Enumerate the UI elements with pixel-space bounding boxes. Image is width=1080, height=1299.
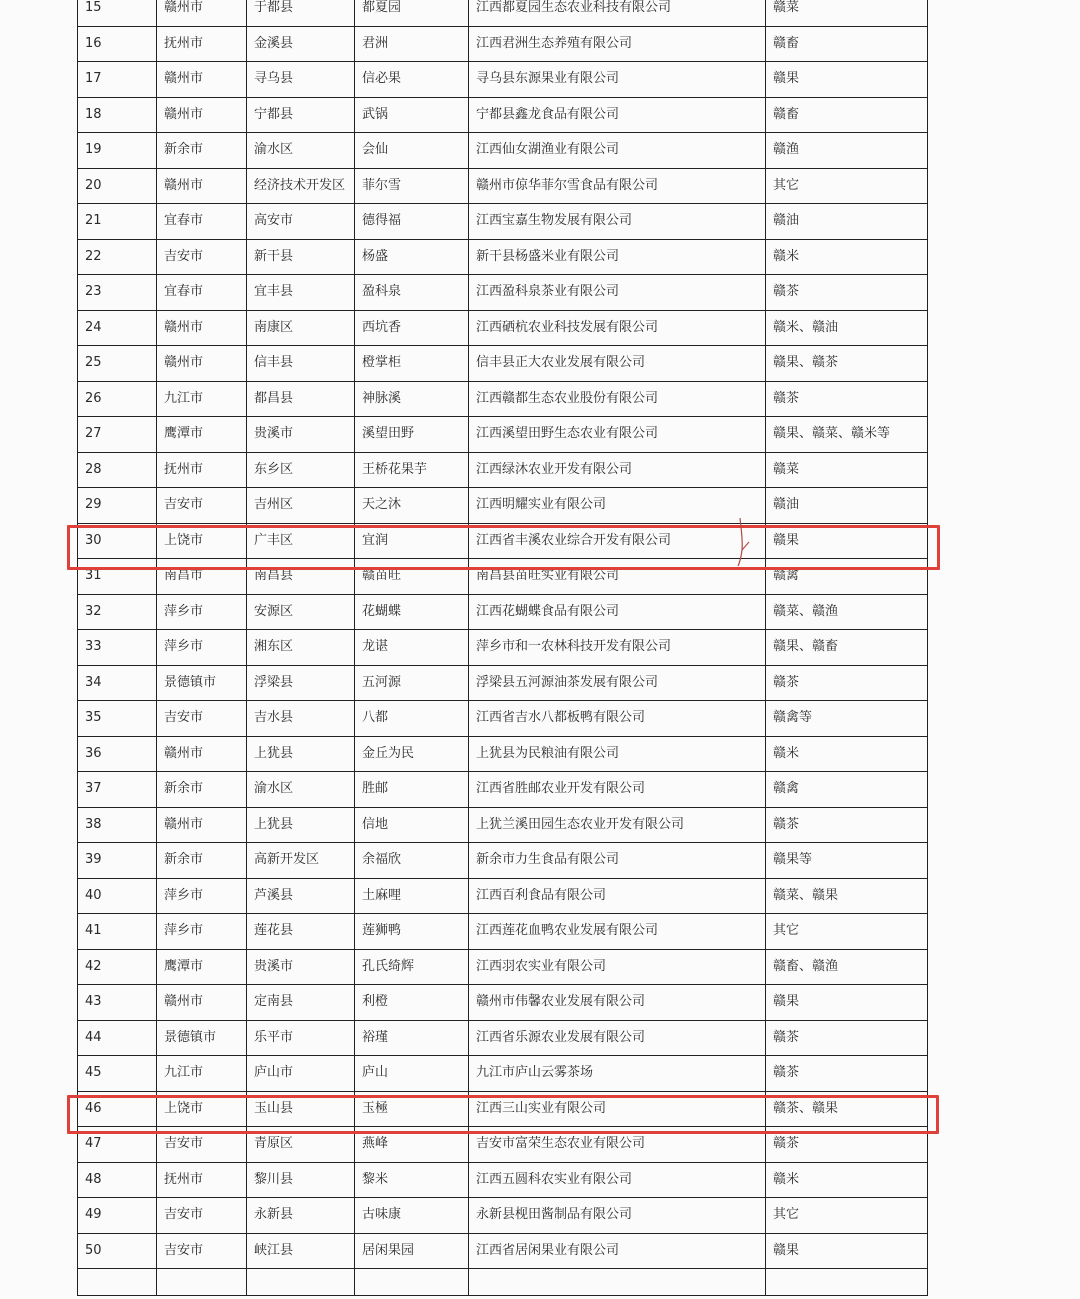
cell-no: 48: [78, 1162, 157, 1198]
cell-company: 江西花蝴蝶食品有限公司: [469, 594, 766, 630]
cell-category: 赣畜: [766, 26, 928, 62]
cell-company: 江西省丰溪农业综合开发有限公司: [469, 523, 766, 559]
cell-city: 九江市: [157, 381, 247, 417]
cell-category: 赣果等: [766, 843, 928, 879]
table-row: [78, 381, 928, 417]
cell-no: 35: [78, 701, 157, 737]
cell-county: 南昌县: [247, 559, 355, 595]
cell-county: 渝水区: [247, 772, 355, 808]
cell-category: 赣果、赣茶: [766, 346, 928, 382]
cell-brand: 庐山: [355, 1056, 469, 1092]
cell-brand: 龙谌: [355, 630, 469, 666]
cell-brand: 孔氏绮辉: [355, 949, 469, 985]
cell-company: 江西百利食品有限公司: [469, 878, 766, 914]
cell-city: 赣州市: [157, 346, 247, 382]
cell-city: 吉安市: [157, 488, 247, 524]
table-row: [78, 843, 928, 879]
table-row: [78, 701, 928, 737]
cell-city: 萍乡市: [157, 630, 247, 666]
cell-brand: 利橙: [355, 985, 469, 1021]
cell-county: 广丰区: [247, 523, 355, 559]
table-row: [78, 1162, 928, 1198]
cell-no: 25: [78, 346, 157, 382]
cell-no: 42: [78, 949, 157, 985]
table-row: [78, 452, 928, 488]
table-row: [78, 914, 928, 950]
cell-category: 赣畜: [766, 97, 928, 133]
cell-category: 其它: [766, 1198, 928, 1234]
cell-brand: 金丘为民: [355, 736, 469, 772]
cell-category: 其它: [766, 168, 928, 204]
cell-no: 15: [78, 0, 157, 26]
cell-county: 湘东区: [247, 630, 355, 666]
cell-company: 浮梁县五河源油茶发展有限公司: [469, 665, 766, 701]
cell-category: 赣禽等: [766, 701, 928, 737]
cell-company: 江西宝嘉生物发展有限公司: [469, 204, 766, 240]
table-row: [78, 275, 928, 311]
cell-no: 44: [78, 1020, 157, 1056]
cell-no: 16: [78, 26, 157, 62]
table-row: [78, 168, 928, 204]
cell-brand: 土麻哩: [355, 878, 469, 914]
table-row: [78, 665, 928, 701]
cell-category: 赣茶: [766, 381, 928, 417]
cell-category: 赣茶: [766, 665, 928, 701]
cell-no: 18: [78, 97, 157, 133]
cell-county: 吉水县: [247, 701, 355, 737]
cell-county: 信丰县: [247, 346, 355, 382]
cell-category: 赣禽: [766, 772, 928, 808]
table-row: [78, 1020, 928, 1056]
cell-no: 50: [78, 1233, 157, 1269]
cell-no: 19: [78, 133, 157, 169]
cell-company: 江西莲花血鸭农业发展有限公司: [469, 914, 766, 950]
cell-brand: 信地: [355, 807, 469, 843]
cell-county: 贵溪市: [247, 417, 355, 453]
cell-brand: 德得福: [355, 204, 469, 240]
cell-category: 赣畜、赣渔: [766, 949, 928, 985]
cell-no: 20: [78, 168, 157, 204]
cell-brand: 燕峰: [355, 1127, 469, 1163]
cell-category: 赣茶: [766, 1056, 928, 1092]
cell-category: 赣果: [766, 523, 928, 559]
cell-category: 赣禽: [766, 559, 928, 595]
cell-brand: 古味康: [355, 1198, 469, 1234]
cell-county: 峡江县: [247, 1233, 355, 1269]
cell-category: 赣米: [766, 239, 928, 275]
cell-no: 41: [78, 914, 157, 950]
cell-company: 江西绿沐农业开发有限公司: [469, 452, 766, 488]
cell-company: 江西都夏园生态农业科技有限公司: [469, 0, 766, 26]
cell-city: 新余市: [157, 772, 247, 808]
cell-city: 新余市: [157, 843, 247, 879]
cell-brand: 五河源: [355, 665, 469, 701]
table-row: [78, 204, 928, 240]
cell-no: 24: [78, 310, 157, 346]
cell-no: 36: [78, 736, 157, 772]
cell-category: 赣渔: [766, 133, 928, 169]
table-row: [78, 772, 928, 808]
cell-county: 乐平市: [247, 1020, 355, 1056]
cell-city: 赣州市: [157, 310, 247, 346]
table-row: [78, 1233, 928, 1269]
cell-company: 江西五圆科农实业有限公司: [469, 1162, 766, 1198]
table-row: [78, 1198, 928, 1234]
cell-company: 江西仙女湖渔业有限公司: [469, 133, 766, 169]
cell-no: 39: [78, 843, 157, 879]
cell-county: 高安市: [247, 204, 355, 240]
cell-city: 吉安市: [157, 239, 247, 275]
cell-city: 赣州市: [157, 736, 247, 772]
cell-brand: 赣苗旺: [355, 559, 469, 595]
cell-county: 高新开发区: [247, 843, 355, 879]
cell-company: 江西溪望田野生态农业有限公司: [469, 417, 766, 453]
cell-city: 赣州市: [157, 807, 247, 843]
cell-category: 赣果: [766, 985, 928, 1021]
cell-city: 萍乡市: [157, 594, 247, 630]
cell-category: 赣菜: [766, 0, 928, 26]
cell-category: 其它: [766, 914, 928, 950]
cell-company: 新干县杨盛米业有限公司: [469, 239, 766, 275]
cell-no: 46: [78, 1091, 157, 1127]
cell-no: 22: [78, 239, 157, 275]
table-row: [78, 1127, 928, 1163]
cell-company: 江西省胜邮农业开发有限公司: [469, 772, 766, 808]
cell-brand: 杨盛: [355, 239, 469, 275]
cell-city: 萍乡市: [157, 914, 247, 950]
table-row: [78, 239, 928, 275]
cell-company: 寻乌县东源果业有限公司: [469, 62, 766, 98]
cell-brand: 胜邮: [355, 772, 469, 808]
cell-no: 34: [78, 665, 157, 701]
cell-category: 赣油: [766, 204, 928, 240]
cell-no: 23: [78, 275, 157, 311]
cell-empty: [469, 1269, 766, 1296]
cell-city: 九江市: [157, 1056, 247, 1092]
cell-empty: [766, 1269, 928, 1296]
cell-brand: 会仙: [355, 133, 469, 169]
cell-company: 信丰县正大农业发展有限公司: [469, 346, 766, 382]
cell-no: 45: [78, 1056, 157, 1092]
cell-company: 上犹县为民粮油有限公司: [469, 736, 766, 772]
cell-brand: 橙掌柜: [355, 346, 469, 382]
cell-city: 鹰潭市: [157, 949, 247, 985]
cell-county: 芦溪县: [247, 878, 355, 914]
cell-brand: 莲狮鸭: [355, 914, 469, 950]
cell-company: 江西省乐源农业发展有限公司: [469, 1020, 766, 1056]
cell-brand: 都夏园: [355, 0, 469, 26]
table-row: [78, 1056, 928, 1092]
cell-brand: 王桥花果芋: [355, 452, 469, 488]
cell-county: 新干县: [247, 239, 355, 275]
cell-empty: [247, 1269, 355, 1296]
cell-county: 安源区: [247, 594, 355, 630]
cell-city: 萍乡市: [157, 878, 247, 914]
cell-no: 21: [78, 204, 157, 240]
cell-county: 玉山县: [247, 1091, 355, 1127]
cell-city: 抚州市: [157, 26, 247, 62]
cell-city: 上饶市: [157, 1091, 247, 1127]
cell-brand: 黎米: [355, 1162, 469, 1198]
cell-brand: 宜润: [355, 523, 469, 559]
table-row: [78, 736, 928, 772]
cell-no: 26: [78, 381, 157, 417]
cell-brand: 八都: [355, 701, 469, 737]
cell-city: 景德镇市: [157, 1020, 247, 1056]
cell-no: 40: [78, 878, 157, 914]
cell-company: 九江市庐山云雾茶场: [469, 1056, 766, 1092]
cell-county: 都昌县: [247, 381, 355, 417]
cell-county: 寻乌县: [247, 62, 355, 98]
cell-brand: 余福欣: [355, 843, 469, 879]
cell-city: 宜春市: [157, 275, 247, 311]
cell-no: 29: [78, 488, 157, 524]
cell-empty: [355, 1269, 469, 1296]
table-row: [78, 523, 928, 559]
cell-no: 47: [78, 1127, 157, 1163]
cell-company: 江西硒杭农业科技发展有限公司: [469, 310, 766, 346]
cell-category: 赣果、赣菜、赣米等: [766, 417, 928, 453]
cell-city: 南昌市: [157, 559, 247, 595]
cell-brand: 菲尔雪: [355, 168, 469, 204]
cell-company: 宁都县鑫龙食品有限公司: [469, 97, 766, 133]
cell-company: 江西省居闲果业有限公司: [469, 1233, 766, 1269]
table-row: [78, 488, 928, 524]
cell-no: 17: [78, 62, 157, 98]
cell-category: 赣米、赣油: [766, 310, 928, 346]
table-row: [78, 807, 928, 843]
cell-no: 32: [78, 594, 157, 630]
cell-city: 宜春市: [157, 204, 247, 240]
cell-category: 赣茶: [766, 1020, 928, 1056]
table-row: [78, 594, 928, 630]
cell-category: 赣茶: [766, 1127, 928, 1163]
cell-company: 江西省吉水八都板鸭有限公司: [469, 701, 766, 737]
cell-county: 吉州区: [247, 488, 355, 524]
cell-brand: 裕瑾: [355, 1020, 469, 1056]
cell-company: 南昌县苗旺实业有限公司: [469, 559, 766, 595]
cell-brand: 花蝴蝶: [355, 594, 469, 630]
cell-brand: 神脉溪: [355, 381, 469, 417]
cell-no: 31: [78, 559, 157, 595]
table-row: [78, 346, 928, 382]
cell-category: 赣油: [766, 488, 928, 524]
cell-company: 江西明耀实业有限公司: [469, 488, 766, 524]
cell-city: 赣州市: [157, 97, 247, 133]
cell-empty: [78, 1269, 157, 1296]
cell-city: 鹰潭市: [157, 417, 247, 453]
cell-no: 33: [78, 630, 157, 666]
cell-company: 永新县枧田酱制品有限公司: [469, 1198, 766, 1234]
cell-county: 定南县: [247, 985, 355, 1021]
cell-city: 吉安市: [157, 1233, 247, 1269]
cell-brand: 盈科泉: [355, 275, 469, 311]
cell-brand: 信必果: [355, 62, 469, 98]
cell-company: 江西赣都生态农业股份有限公司: [469, 381, 766, 417]
cell-city: 赣州市: [157, 62, 247, 98]
cell-city: 抚州市: [157, 1162, 247, 1198]
cell-no: 43: [78, 985, 157, 1021]
cell-county: 金溪县: [247, 26, 355, 62]
table-body: [78, 0, 928, 1296]
table-row: [78, 62, 928, 98]
cell-no: 49: [78, 1198, 157, 1234]
cell-category: 赣米: [766, 1162, 928, 1198]
cell-city: 吉安市: [157, 1198, 247, 1234]
table-row: [78, 133, 928, 169]
cell-city: 抚州市: [157, 452, 247, 488]
cell-county: 上犹县: [247, 736, 355, 772]
cell-category: 赣菜: [766, 452, 928, 488]
cell-county: 永新县: [247, 1198, 355, 1234]
cell-county: 南康区: [247, 310, 355, 346]
cell-company: 江西三山实业有限公司: [469, 1091, 766, 1127]
cell-city: 上饶市: [157, 523, 247, 559]
table-row: [78, 1091, 928, 1127]
cell-company: 新余市力生食品有限公司: [469, 843, 766, 879]
cell-company: 萍乡市和一农林科技开发有限公司: [469, 630, 766, 666]
cell-county: 宁都县: [247, 97, 355, 133]
cell-county: 贵溪市: [247, 949, 355, 985]
cell-county: 黎川县: [247, 1162, 355, 1198]
cell-category: 赣果、赣畜: [766, 630, 928, 666]
table-row: [78, 559, 928, 595]
cell-category: 赣茶: [766, 275, 928, 311]
cell-category: 赣茶: [766, 807, 928, 843]
cell-county: 经济技术开发区: [247, 168, 355, 204]
cell-company: 赣州市伟馨农业发展有限公司: [469, 985, 766, 1021]
cell-brand: 溪望田野: [355, 417, 469, 453]
cell-city: 景德镇市: [157, 665, 247, 701]
cell-category: 赣茶、赣果: [766, 1091, 928, 1127]
cell-no: 28: [78, 452, 157, 488]
table-row: [78, 310, 928, 346]
cell-company: 江西盈科泉茶业有限公司: [469, 275, 766, 311]
cell-county: 上犹县: [247, 807, 355, 843]
cell-brand: 君洲: [355, 26, 469, 62]
cell-no: 27: [78, 417, 157, 453]
table-row: [78, 949, 928, 985]
cell-company: 赣州市倞华菲尔雪食品有限公司: [469, 168, 766, 204]
cell-brand: 玉極: [355, 1091, 469, 1127]
table-row: [78, 985, 928, 1021]
cell-no: 37: [78, 772, 157, 808]
cell-brand: 西坑香: [355, 310, 469, 346]
cell-category: 赣菜、赣果: [766, 878, 928, 914]
cell-county: 东乡区: [247, 452, 355, 488]
cell-city: 新余市: [157, 133, 247, 169]
cell-county: 庐山市: [247, 1056, 355, 1092]
cell-empty: [157, 1269, 247, 1296]
table-row: [78, 26, 928, 62]
cell-county: 莲花县: [247, 914, 355, 950]
cell-county: 青原区: [247, 1127, 355, 1163]
cell-county: 于都县: [247, 0, 355, 26]
cell-company: 吉安市富荣生态农业有限公司: [469, 1127, 766, 1163]
cell-city: 赣州市: [157, 168, 247, 204]
table-row: [78, 417, 928, 453]
table-row: [78, 630, 928, 666]
cell-city: 赣州市: [157, 0, 247, 26]
cell-category: 赣果: [766, 1233, 928, 1269]
cell-category: 赣菜、赣渔: [766, 594, 928, 630]
cell-county: 浮梁县: [247, 665, 355, 701]
table-row: [78, 878, 928, 914]
cell-county: 渝水区: [247, 133, 355, 169]
cell-company: 江西羽农实业有限公司: [469, 949, 766, 985]
table-row-empty: [78, 1269, 928, 1296]
cell-brand: 武锅: [355, 97, 469, 133]
cell-brand: 居闲果园: [355, 1233, 469, 1269]
cell-company: 上犹兰溪田园生态农业开发有限公司: [469, 807, 766, 843]
table-row: [78, 97, 928, 133]
cell-city: 赣州市: [157, 985, 247, 1021]
table-row: [78, 0, 928, 26]
cell-company: 江西君洲生态养殖有限公司: [469, 26, 766, 62]
cell-no: 30: [78, 523, 157, 559]
cell-city: 吉安市: [157, 1127, 247, 1163]
cell-category: 赣果: [766, 62, 928, 98]
cell-category: 赣米: [766, 736, 928, 772]
cell-no: 38: [78, 807, 157, 843]
cell-brand: 天之沐: [355, 488, 469, 524]
brand-list-table: [77, 0, 928, 1296]
cell-county: 宜丰县: [247, 275, 355, 311]
cell-city: 吉安市: [157, 701, 247, 737]
